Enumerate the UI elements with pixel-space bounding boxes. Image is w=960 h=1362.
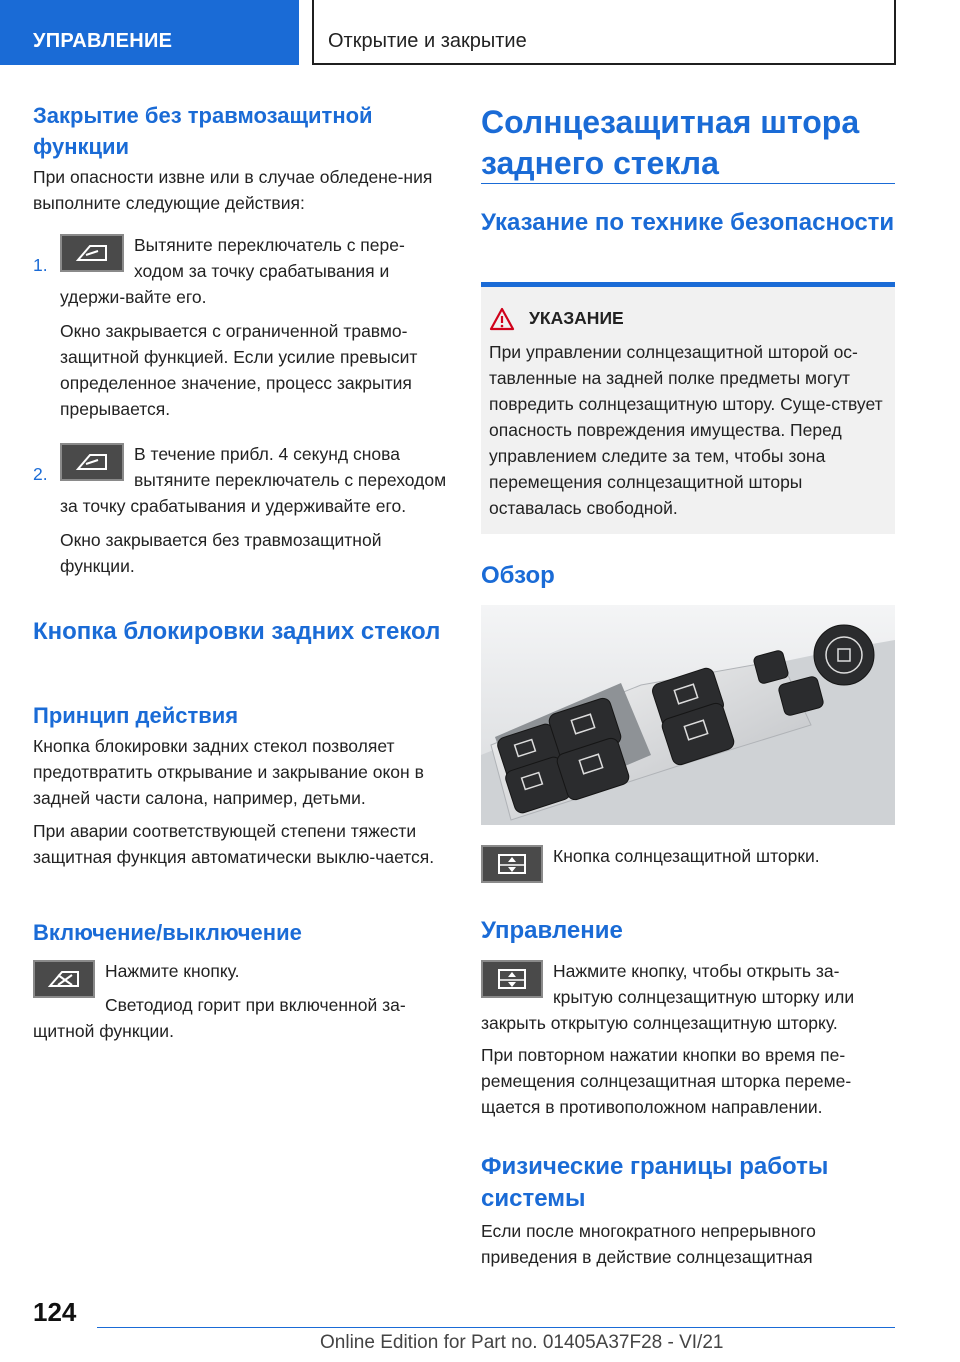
sunshade-button-icon [481, 845, 543, 883]
paragraph-control-1: Нажмите кнопку, чтобы открыть за-крытую солнцезащитную шторку или закрыть открытую солнцезащитную шторку. [481, 961, 855, 1033]
paragraph-principle-1: Кнопка блокировки задних стекол позволяет предотвратить открывание и закрывание окон в задней части салона, например, детьми. [33, 736, 424, 808]
paragraph-on-off-2: Светодиод горит при включенной за-щитной функции. [33, 995, 406, 1041]
step-1 [33, 232, 448, 432]
window-switch-icon [60, 443, 124, 481]
step-text: Вытяните переключатель с пере-ходом за точку срабатывания и удержи-вайте его. [60, 235, 405, 307]
heading-sunshade: Солнцезащитная штора заднего стекла [481, 104, 860, 181]
section-tab: УПРАВЛЕНИЕ [0, 0, 299, 65]
heading-close-without-protection: Закрытие без травмозащитной функции [33, 103, 373, 159]
paragraph-on-off-1: Нажмите кнопку. [105, 961, 240, 981]
footer-rule [97, 1327, 895, 1328]
step-number: 1. [33, 255, 48, 275]
window-lock-icon [33, 960, 95, 998]
step-subtext: Окно закрывается с ограниченной травмо-защитной функцией. Если усилие превысит определенное значение, процесс закрытия прерывается. [60, 321, 418, 419]
heading-rule [481, 183, 895, 184]
heading-on-off: Включение/выключение [33, 920, 302, 945]
sunshade-button-icon [481, 960, 543, 998]
warning-title: УКАЗАНИЕ [529, 308, 624, 328]
chapter-title: Открытие и закрытие [312, 0, 896, 65]
paragraph-close-intro: При опасности извне или в случае обледене-ния выполните следующие действия: [33, 167, 433, 213]
door-switch-panel-photo [481, 605, 895, 825]
step-subtext: Окно закрывается без травмозащитной функции. [60, 530, 382, 576]
heading-overview: Обзор [481, 562, 555, 589]
photo-caption: Кнопка солнцезащитной шторки. [553, 846, 820, 866]
step-text: В течение прибл. 4 секунд снова вытяните переключатель с переходом за точку срабатывания и удерживайте его. [60, 444, 447, 516]
heading-rear-lock-button: Кнопка блокировки задних стекол [33, 618, 441, 645]
heading-principle: Принцип действия [33, 703, 239, 728]
paragraph-principle-2: При аварии соответствующей степени тяжести защитная функция автоматически выклю-чается. [33, 821, 435, 867]
warning-triangle-icon [489, 307, 515, 331]
heading-control: Управление [481, 917, 623, 944]
warning-box [481, 282, 895, 534]
warning-text: При управлении солнцезащитной шторой ос-тавленные на задней полке предметы могут повредить солнцезащитную штору. Суще-ствует опасность повреждения имущества. Перед управлением следите за тем, чтобы зона перемещения солнцезащитной шторы оставалась свободной. [489, 342, 883, 518]
paragraph-control-2: При повторном нажатии кнопки во время пе-ремещения солнцезащитная шторка переме-щается в противоположном направлении. [481, 1045, 852, 1117]
page-number: 124 [33, 1297, 77, 1327]
footer-edition: Online Edition for Part no. 01405A37F28 - VI/21 [320, 1332, 724, 1353]
heading-safety: Указание по технике безопасности [481, 209, 895, 236]
window-switch-icon [60, 234, 124, 272]
paragraph-limits: Если после многократного непрерывного приведения в действие солнцезащитная [481, 1221, 816, 1267]
step-number: 2. [33, 464, 48, 484]
step-2 [33, 441, 448, 601]
heading-physical-limits: Физические границы работы системы [481, 1153, 829, 1212]
